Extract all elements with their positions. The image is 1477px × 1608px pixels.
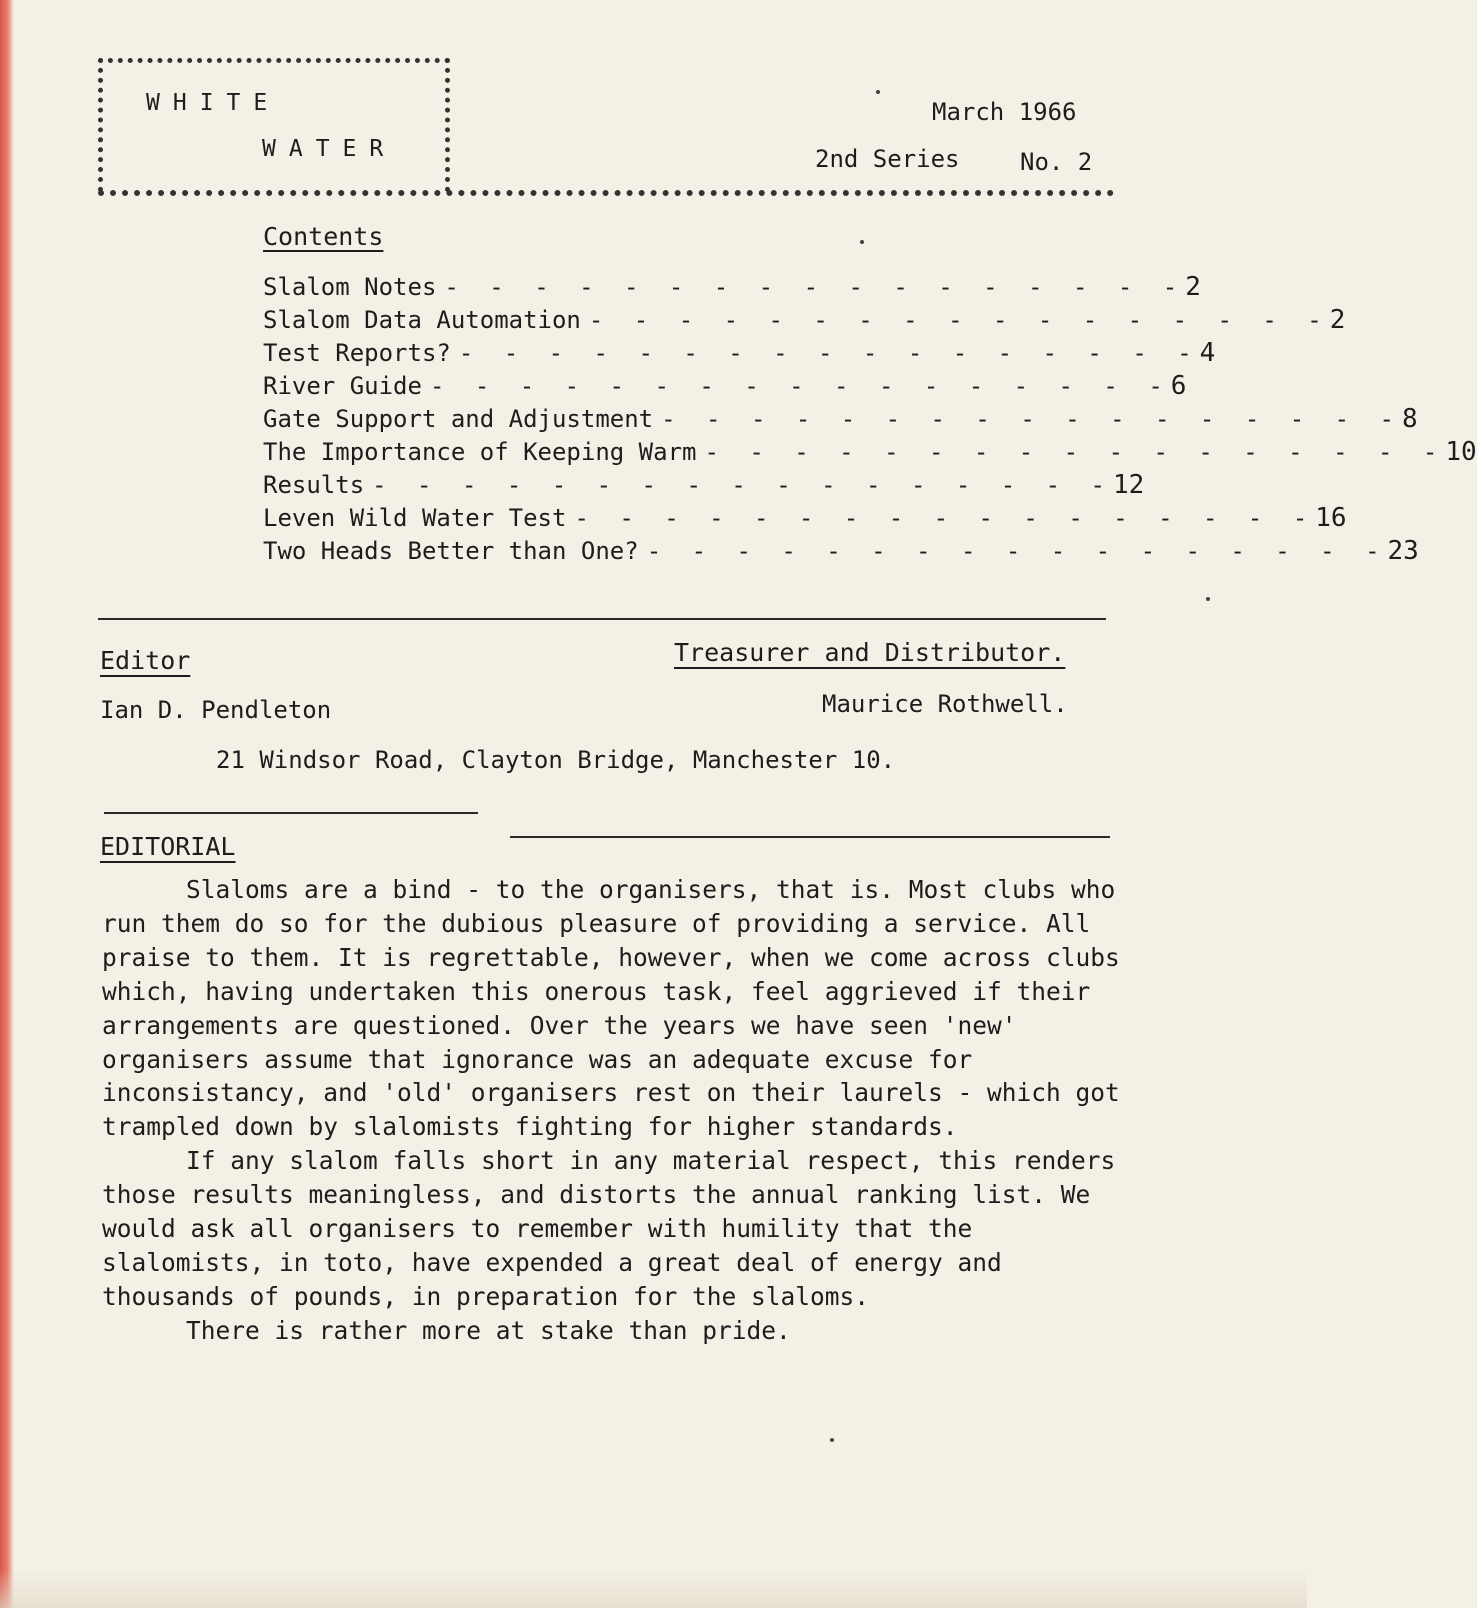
issue-series: 2nd Series [815, 145, 960, 173]
ink-speck [1206, 597, 1210, 601]
toc-item-title: Slalom Data Automation [263, 306, 581, 334]
issue-number: No. 2 [1020, 148, 1093, 176]
toc-item [263, 305, 1346, 339]
ink-speck [830, 1438, 834, 1442]
toc-item-leader: - - - - - - - - - - - - - - - - - [588, 306, 1330, 334]
editorial-paragraph: Slaloms are a bind - to the organisers, that is. Most clubs who run them do so for the dubious pleasure of providing a service. All praise to them. It is regrettable, however, when we come across clubs which, having undertaken this onerous task, feel aggrieved if their arrangements are questioned. Over the years we have seen 'new' organisers assume that ignorance was an adequate excuse for inconsistancy, and 'old' organisers rest on their laurels - which got trampled down by slalomists fighting for higher standards. [102, 875, 1120, 1142]
toc-item [263, 371, 1187, 405]
toc-item-title: Gate Support and Adjustment [263, 405, 654, 433]
toc-item-page: 6 [1170, 371, 1187, 401]
toc-item-leader: - - - - - - - - - - - - - - - - - [661, 405, 1402, 433]
toc-item-leader: - - - - - - - - - - - - - - - - - [372, 471, 1113, 499]
toc-item-page: 12 [1112, 470, 1145, 500]
toc-item-title: River Guide [263, 372, 422, 400]
toc-item [263, 272, 1201, 306]
treasurer-name: Maurice Rothwell. [822, 690, 1068, 718]
toc-item-leader: - - - - - - - - - - - - - - - - - [574, 504, 1316, 532]
toc-item-leader: - - - - - - - - - - - - - - - - - [429, 372, 1171, 400]
toc-item-page: 10 [1445, 437, 1477, 467]
editorial-paragraph: If any slalom falls short in any material respect, this renders those results meaningless, and distorts the annual ranking list. We would ask all organisers to remember with humility that the slalomists, in toto, have expended a great deal of energy and thousands of pounds, in preparation for the slaloms. [102, 1146, 1116, 1311]
section-rule-left [104, 812, 478, 814]
toc-item-page: 23 [1387, 536, 1419, 566]
toc-item [263, 437, 1477, 471]
toc-item [263, 338, 1216, 372]
editorial-paragraph: There is rather more at stake than pride. [186, 1315, 791, 1345]
editorial-heading: EDITORIAL [100, 832, 236, 861]
toc-item-leader: - - - - - - - - - - - - - - - - - [444, 273, 1186, 301]
masthead-title-line1: WHITE [146, 90, 281, 116]
toc-item [263, 404, 1418, 438]
issue-date: March 1966 [932, 98, 1077, 126]
toc-item-page: 2 [1185, 272, 1201, 302]
toc-item-leader: - - - - - - - - - - - - - - - - - [646, 537, 1388, 565]
toc-item-leader: - - - - - - - - - - - - - - - - - [458, 339, 1200, 367]
editorial-body [102, 873, 1132, 1348]
section-rule [98, 618, 1106, 620]
contents-heading: Contents [263, 222, 384, 251]
toc-item-title: Slalom Notes [263, 273, 437, 301]
address: 21 Windsor Road, Clayton Bridge, Manchester 10. [216, 746, 896, 774]
editor-name: Ian D. Pendleton [100, 696, 332, 724]
toc-item-page: 8 [1401, 404, 1418, 434]
page-shadow [0, 1568, 1307, 1608]
toc-item-title: Two Heads Better than One? [263, 537, 639, 565]
masthead-title-line2: WATER [262, 136, 397, 162]
toc-item-title: Leven Wild Water Test [263, 504, 567, 532]
toc-item-title: Test Reports? [263, 339, 451, 367]
toc-item [263, 503, 1347, 537]
ink-speck [860, 240, 864, 244]
ink-speck [876, 90, 880, 94]
toc-item-title: The Importance of Keeping Warm [263, 438, 697, 466]
toc-item-page: 16 [1315, 503, 1347, 533]
toc-item [263, 536, 1419, 570]
section-rule-right [510, 836, 1110, 838]
treasurer-label: Treasurer and Distributor. [674, 638, 1066, 667]
toc-item-title: Results [263, 471, 365, 499]
toc-item [263, 470, 1145, 504]
masthead-box [98, 58, 450, 192]
editor-label: Editor [100, 646, 191, 675]
toc-item-page: 4 [1199, 338, 1216, 368]
paper-edge [0, 0, 14, 1608]
toc-item-leader: - - - - - - - - - - - - - - - - - [704, 438, 1446, 466]
masthead-dotted-rule [98, 190, 1114, 196]
toc-item-page: 2 [1329, 305, 1346, 335]
